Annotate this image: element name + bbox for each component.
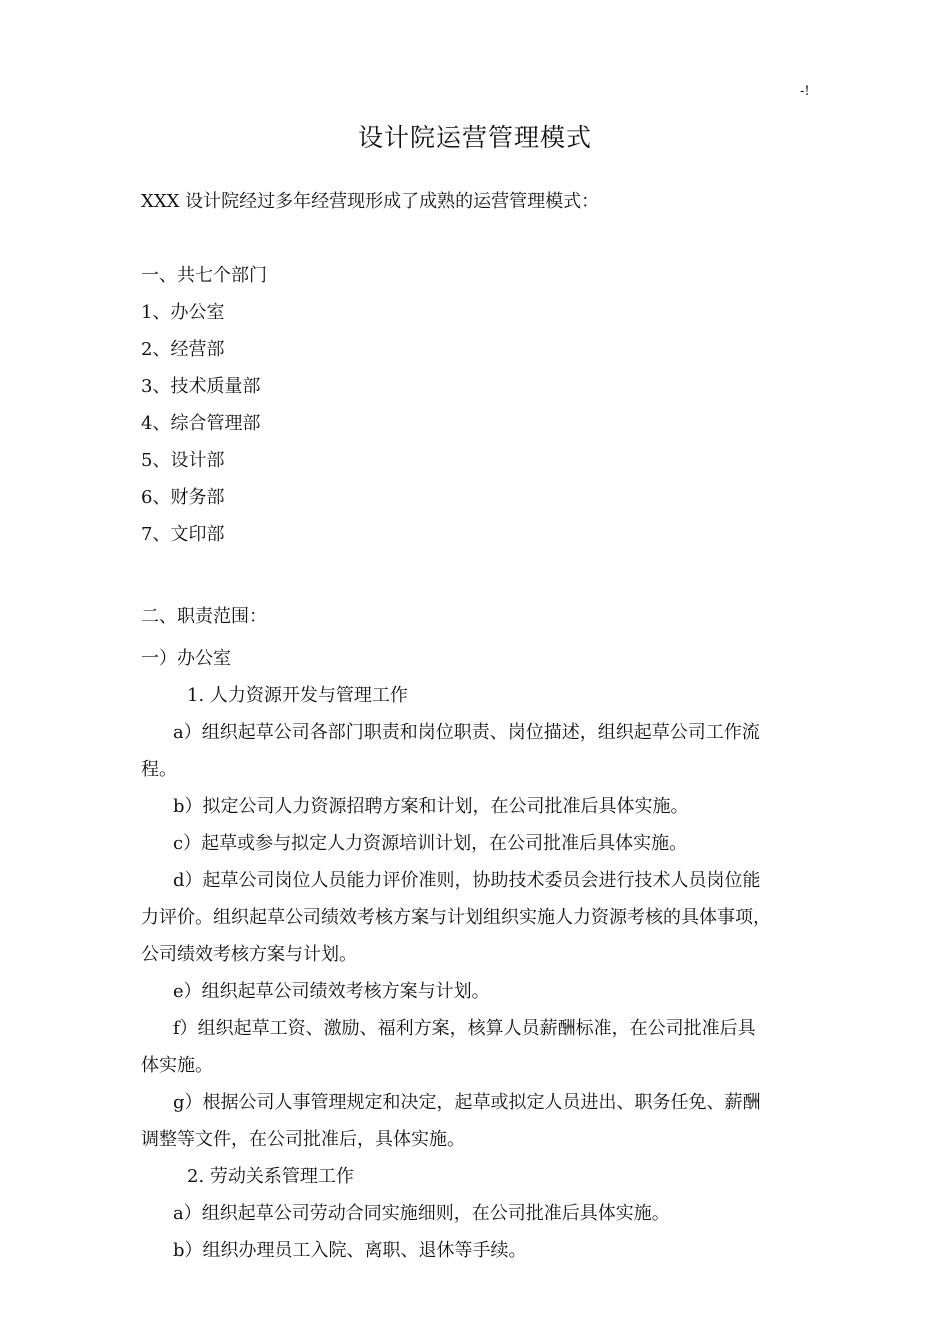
section2-heading: 二、职责范围： — [141, 606, 267, 627]
intro-text: XXX 设计院经过多年经营现形成了成熟的运营管理模式： — [141, 191, 600, 212]
department-item: 4、综合管理部 — [141, 413, 261, 434]
section1-heading: 一、共七个部门 — [141, 265, 267, 286]
paragraph-line: e）组织起草公司绩效考核方案与计划。 — [173, 981, 490, 1002]
document-title: 设计院运营管理模式 — [357, 123, 592, 152]
part-heading: 1. 人力资源开发与管理工作 — [187, 685, 408, 706]
paragraph-line: a）组织起草公司劳动合同实施细则，在公司批准后具体实施。 — [173, 1203, 670, 1224]
department-item: 5、设计部 — [141, 450, 225, 471]
paragraph-line: 体实施。 — [141, 1055, 213, 1076]
paragraph-line: 调整等文件，在公司批准后，具体实施。 — [141, 1129, 465, 1150]
paragraph-line: 力评价。组织起草公司绩效考核方案与计划组织实施人力资源考核的具体事项， — [141, 907, 771, 928]
paragraph-line: a）组织起草公司各部门职责和岗位职责、岗位描述，组织起草公司工作流 — [173, 722, 760, 743]
department-item: 1、办公室 — [141, 302, 225, 323]
department-item: 7、文印部 — [141, 524, 225, 545]
subsection-heading: 一）办公室 — [141, 648, 231, 669]
corner-mark: -! — [800, 84, 810, 99]
department-item: 2、经营部 — [141, 339, 225, 360]
paragraph-line: d）起草公司岗位人员能力评价准则，协助技术委员会进行技术人员岗位能 — [173, 870, 761, 891]
paragraph-line: b）组织办理员工入院、离职、退休等手续。 — [173, 1240, 527, 1261]
department-item: 3、技术质量部 — [141, 376, 261, 397]
part-heading: 2. 劳动关系管理工作 — [187, 1166, 354, 1187]
paragraph-line: b）拟定公司人力资源招聘方案和计划，在公司批准后具体实施。 — [173, 796, 689, 817]
paragraph-line: c）起草或参与拟定人力资源培训计划，在公司批准后具体实施。 — [173, 833, 688, 854]
paragraph-line: f）组织起草工资、激励、福利方案，核算人员薪酬标准，在公司批准后具 — [173, 1018, 756, 1039]
paragraph-line: 程。 — [141, 759, 177, 780]
paragraph-line: 公司绩效考核方案与计划。 — [141, 944, 357, 965]
department-item: 6、财务部 — [141, 487, 225, 508]
paragraph-line: g）根据公司人事管理规定和决定，起草或拟定人员进出、职务任免、薪酬 — [173, 1092, 761, 1113]
